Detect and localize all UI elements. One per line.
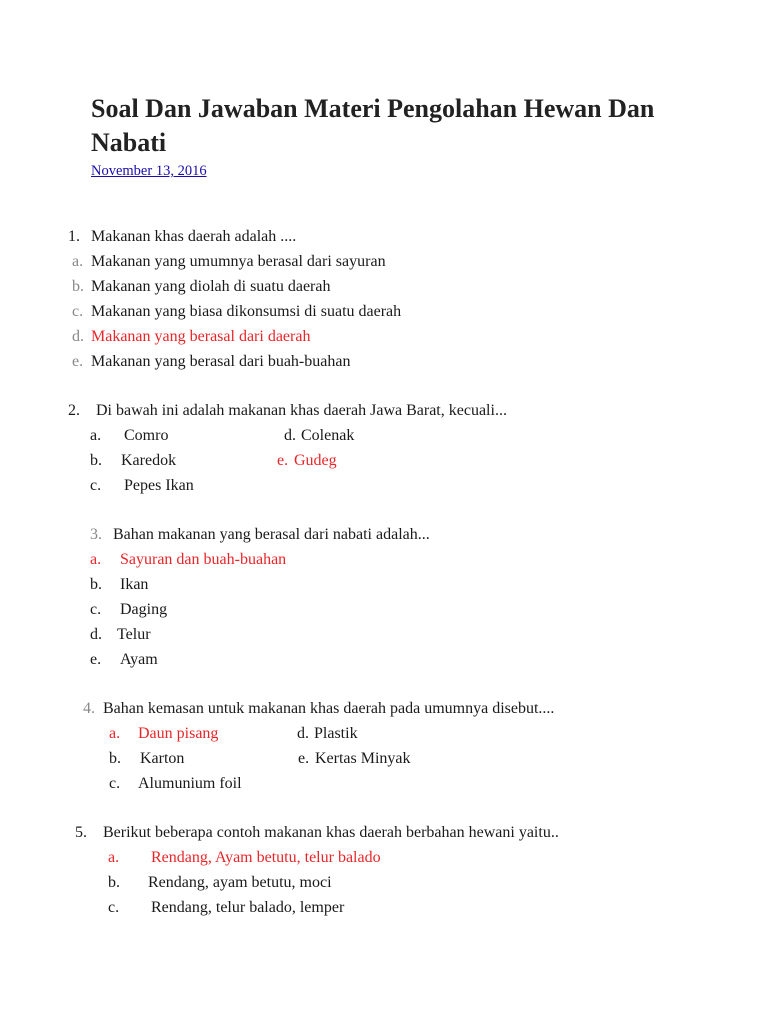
q3-option-a-text-answer: Sayuran dan buah-buahan xyxy=(120,551,287,568)
q4-option-c-text: Alumunium foil xyxy=(138,775,242,792)
q4-option-a-marker: a. xyxy=(109,725,121,742)
q5-number: 5. xyxy=(75,824,87,841)
q5-option-a-marker: a. xyxy=(108,849,120,866)
q4-option-b-text: Karton xyxy=(140,750,185,767)
q1-option-e-text: Makanan yang berasal dari buah-buahan xyxy=(91,353,351,370)
q4-option-c-marker: c. xyxy=(109,775,121,792)
q2-option-e-marker: e. xyxy=(277,452,289,469)
q4-option-b-marker: b. xyxy=(109,750,121,767)
q3-option-e-marker: e. xyxy=(90,651,102,668)
q4-option-e-text: Kertas Minyak xyxy=(315,750,411,767)
q2-number: 2. xyxy=(68,402,80,419)
q3-option-a-marker: a. xyxy=(90,551,102,568)
q1-option-e-marker: e. xyxy=(72,353,84,370)
q4-option-d-text: Plastik xyxy=(314,725,358,742)
q3-option-d-marker: d. xyxy=(90,626,102,643)
q5-option-b-marker: b. xyxy=(108,874,120,891)
q3-option-b-text: Ikan xyxy=(120,576,149,593)
q1-option-b-text: Makanan yang diolah di suatu daerah xyxy=(91,278,331,295)
q3-option-c-text: Daging xyxy=(120,601,168,618)
q1-option-d-marker: d. xyxy=(72,328,84,345)
q2-option-d-text: Colenak xyxy=(301,427,355,444)
q4-option-d-marker: d. xyxy=(297,725,309,742)
q3-option-e-text: Ayam xyxy=(120,651,158,668)
q1-option-a-text: Makanan yang umumnya berasal dari sayuran xyxy=(91,253,386,270)
q1-option-c-text: Makanan yang biasa dikonsumsi di suatu daerah xyxy=(91,303,402,320)
q2-option-c-text: Pepes Ikan xyxy=(124,477,194,494)
q4-number: 4. xyxy=(83,700,95,717)
q3-option-b-marker: b. xyxy=(90,576,102,593)
q2-text: Di bawah ini adalah makanan khas daerah Jawa Barat, kecuali... xyxy=(96,402,507,419)
q2-option-a-text: Comro xyxy=(124,427,169,444)
q3-option-d-text: Telur xyxy=(117,626,151,643)
q5-option-a-text-answer: Rendang, Ayam betutu, telur balado xyxy=(151,849,381,866)
q2-option-b-text: Karedok xyxy=(121,452,177,469)
q3-option-c-marker: c. xyxy=(90,601,102,618)
q1-option-d-text-answer: Makanan yang berasal dari daerah xyxy=(91,328,311,345)
q1-option-c-marker: c. xyxy=(72,303,84,320)
post-date-link[interactable]: November 13, 2016 xyxy=(91,163,207,179)
q4-option-a-text-answer: Daun pisang xyxy=(138,725,219,742)
q3-text: Bahan makanan yang berasal dari nabati adalah... xyxy=(113,526,430,543)
q5-text: Berikut beberapa contoh makanan khas daerah berbahan hewani yaitu.. xyxy=(103,824,559,841)
q1-option-b-marker: b. xyxy=(72,278,84,295)
q1-option-a-marker: a. xyxy=(72,253,84,270)
q4-option-e-marker: e. xyxy=(298,750,310,767)
q4-text: Bahan kemasan untuk makanan khas daerah pada umumnya disebut.... xyxy=(103,700,555,717)
q1-number: 1. xyxy=(68,228,80,245)
q2-option-e-text-answer: Gudeg xyxy=(294,452,337,469)
q5-option-c-text: Rendang, telur balado, lemper xyxy=(151,899,345,916)
q2-option-a-marker: a. xyxy=(90,427,102,444)
q1-text: Makanan khas daerah adalah .... xyxy=(91,228,297,245)
q5-option-b-text: Rendang, ayam betutu, moci xyxy=(148,874,332,891)
page-title: Soal Dan Jawaban Materi Pengolahan Hewan Dan Nabati xyxy=(91,94,655,157)
q2-option-c-marker: c. xyxy=(90,477,102,494)
q3-number: 3. xyxy=(90,526,102,543)
q2-option-b-marker: b. xyxy=(90,452,102,469)
q5-option-c-marker: c. xyxy=(108,899,120,916)
q2-option-d-marker: d. xyxy=(284,427,296,444)
